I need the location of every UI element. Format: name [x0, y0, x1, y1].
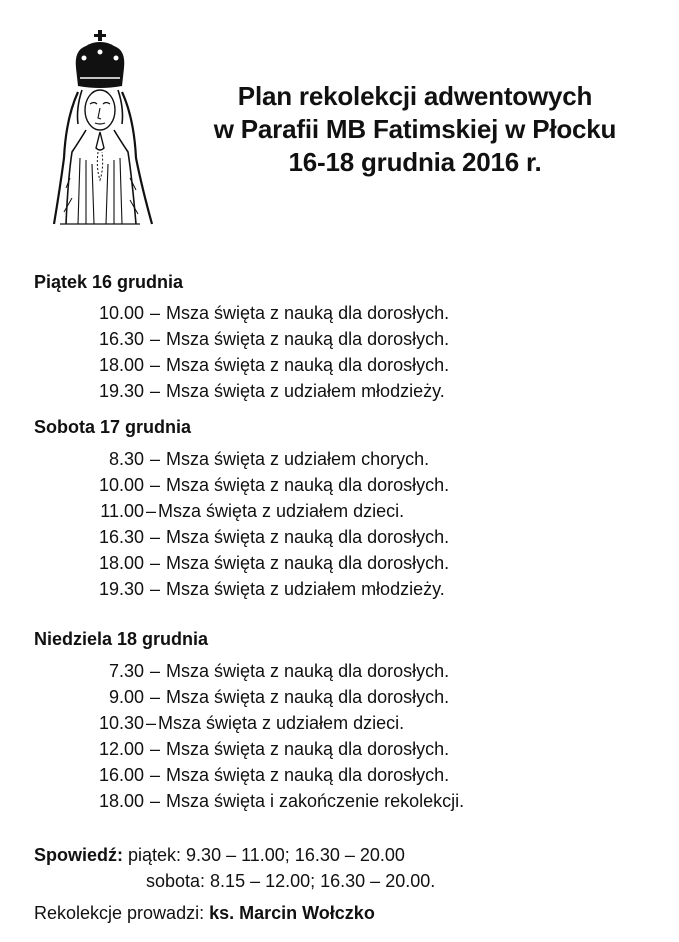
entry-text: Msza święta z nauką dla dorosłych. [166, 553, 450, 573]
schedule-entry [86, 765, 646, 786]
schedule-entry [86, 661, 646, 682]
entry-dash: – [149, 739, 160, 759]
entry-dash: – [149, 475, 160, 495]
entry-text: Msza święta z udziałem chorych. [166, 449, 430, 469]
entry-text: Msza święta z nauką dla dorosłych. [166, 329, 450, 349]
entry-time: 12.00 [98, 739, 144, 759]
entry-dash: – [149, 449, 160, 469]
schedule-entry [86, 739, 646, 760]
schedule-entry [86, 475, 646, 496]
schedule-entry [86, 381, 646, 402]
entry-time: 11.00 [100, 501, 144, 521]
schedule-entry [86, 553, 646, 574]
entry-text: Msza święta z udziałem młodzieży. [166, 381, 445, 401]
schedule-entry [86, 527, 646, 548]
schedule-entry [86, 579, 646, 600]
day-heading-friday: Piątek 16 grudnia [34, 272, 184, 292]
entry-time: 18.00 [98, 553, 144, 573]
entry-text: Msza święta z udziałem dzieci. [158, 501, 405, 521]
schedule-entry [86, 687, 646, 708]
schedule-entry [86, 449, 646, 470]
entry-time: 16.00 [98, 765, 144, 785]
entry-time: 10.00 [98, 303, 144, 323]
madonna-with-crown-drawing [40, 28, 160, 228]
schedule-entry [86, 791, 646, 812]
title-line-2: w Parafii MB Fatimskiej w Płocku [213, 114, 617, 144]
schedule-entry [86, 713, 646, 734]
entry-dash: – [149, 553, 160, 573]
entry-text: Msza święta z udziałem dzieci. [158, 713, 405, 733]
entry-time: 9.00 [108, 687, 144, 707]
entry-time: 16.30 [98, 527, 144, 547]
entry-text: Msza święta z nauką dla dorosłych. [166, 739, 450, 759]
title-line-3: 16-18 grudnia 2016 r. [288, 147, 542, 177]
title-line-1: Plan rekolekcji adwentowych [237, 81, 593, 111]
schedule-entry [86, 329, 646, 350]
entry-text: Msza święta z nauką dla dorosłych. [166, 355, 450, 375]
entry-text: Msza święta z nauką dla dorosłych. [166, 527, 450, 547]
entry-text: Msza święta z udziałem młodzieży. [166, 579, 445, 599]
entry-dash: – [145, 501, 156, 521]
entry-dash: – [149, 355, 160, 375]
entry-text: Msza święta z nauką dla dorosłych. [166, 687, 450, 707]
confession-line-1 [34, 845, 405, 866]
entry-dash: – [149, 527, 160, 547]
entry-text: Msza święta i zakończenie rekolekcji. [166, 791, 465, 811]
day-heading-saturday: Sobota 17 grudnia [34, 417, 192, 437]
entry-time: 19.30 [98, 381, 144, 401]
entry-dash: – [149, 661, 160, 681]
leader-label: Rekolekcje prowadzi: [34, 903, 205, 923]
entry-text: Msza święta z nauką dla dorosłych. [166, 303, 450, 323]
entry-dash: – [145, 713, 156, 733]
confession-friday: piątek: 9.30 – 11.00; 16.30 – 20.00 [128, 845, 405, 865]
confession-saturday: sobota: 8.15 – 12.00; 16.30 – 20.00. [146, 871, 436, 891]
retreat-leader [34, 903, 375, 924]
entry-dash: – [149, 303, 160, 323]
entry-time: 10.30 [98, 713, 144, 733]
document-title [165, 80, 665, 179]
entry-time: 8.30 [108, 449, 144, 469]
schedule-entry [86, 303, 646, 324]
entry-dash: – [149, 329, 160, 349]
entry-time: 19.30 [98, 579, 144, 599]
entry-dash: – [149, 765, 160, 785]
entry-time: 16.30 [98, 329, 144, 349]
entry-time: 18.00 [98, 791, 144, 811]
entry-text: Msza święta z nauką dla dorosłych. [166, 661, 450, 681]
confession-label: Spowiedź: [34, 845, 123, 865]
schedule-entry [86, 501, 646, 522]
entry-text: Msza święta z nauką dla dorosłych. [166, 765, 450, 785]
entry-dash: – [149, 381, 160, 401]
schedule-entry [86, 355, 646, 376]
entry-time: 7.30 [108, 661, 144, 681]
day-heading-sunday: Niedziela 18 grudnia [34, 629, 209, 649]
entry-dash: – [149, 687, 160, 707]
entry-text: Msza święta z nauką dla dorosłych. [166, 475, 450, 495]
entry-time: 10.00 [98, 475, 144, 495]
entry-time: 18.00 [98, 355, 144, 375]
entry-dash: – [149, 791, 160, 811]
entry-dash: – [149, 579, 160, 599]
leader-name: ks. Marcin Wołczko [209, 903, 375, 923]
